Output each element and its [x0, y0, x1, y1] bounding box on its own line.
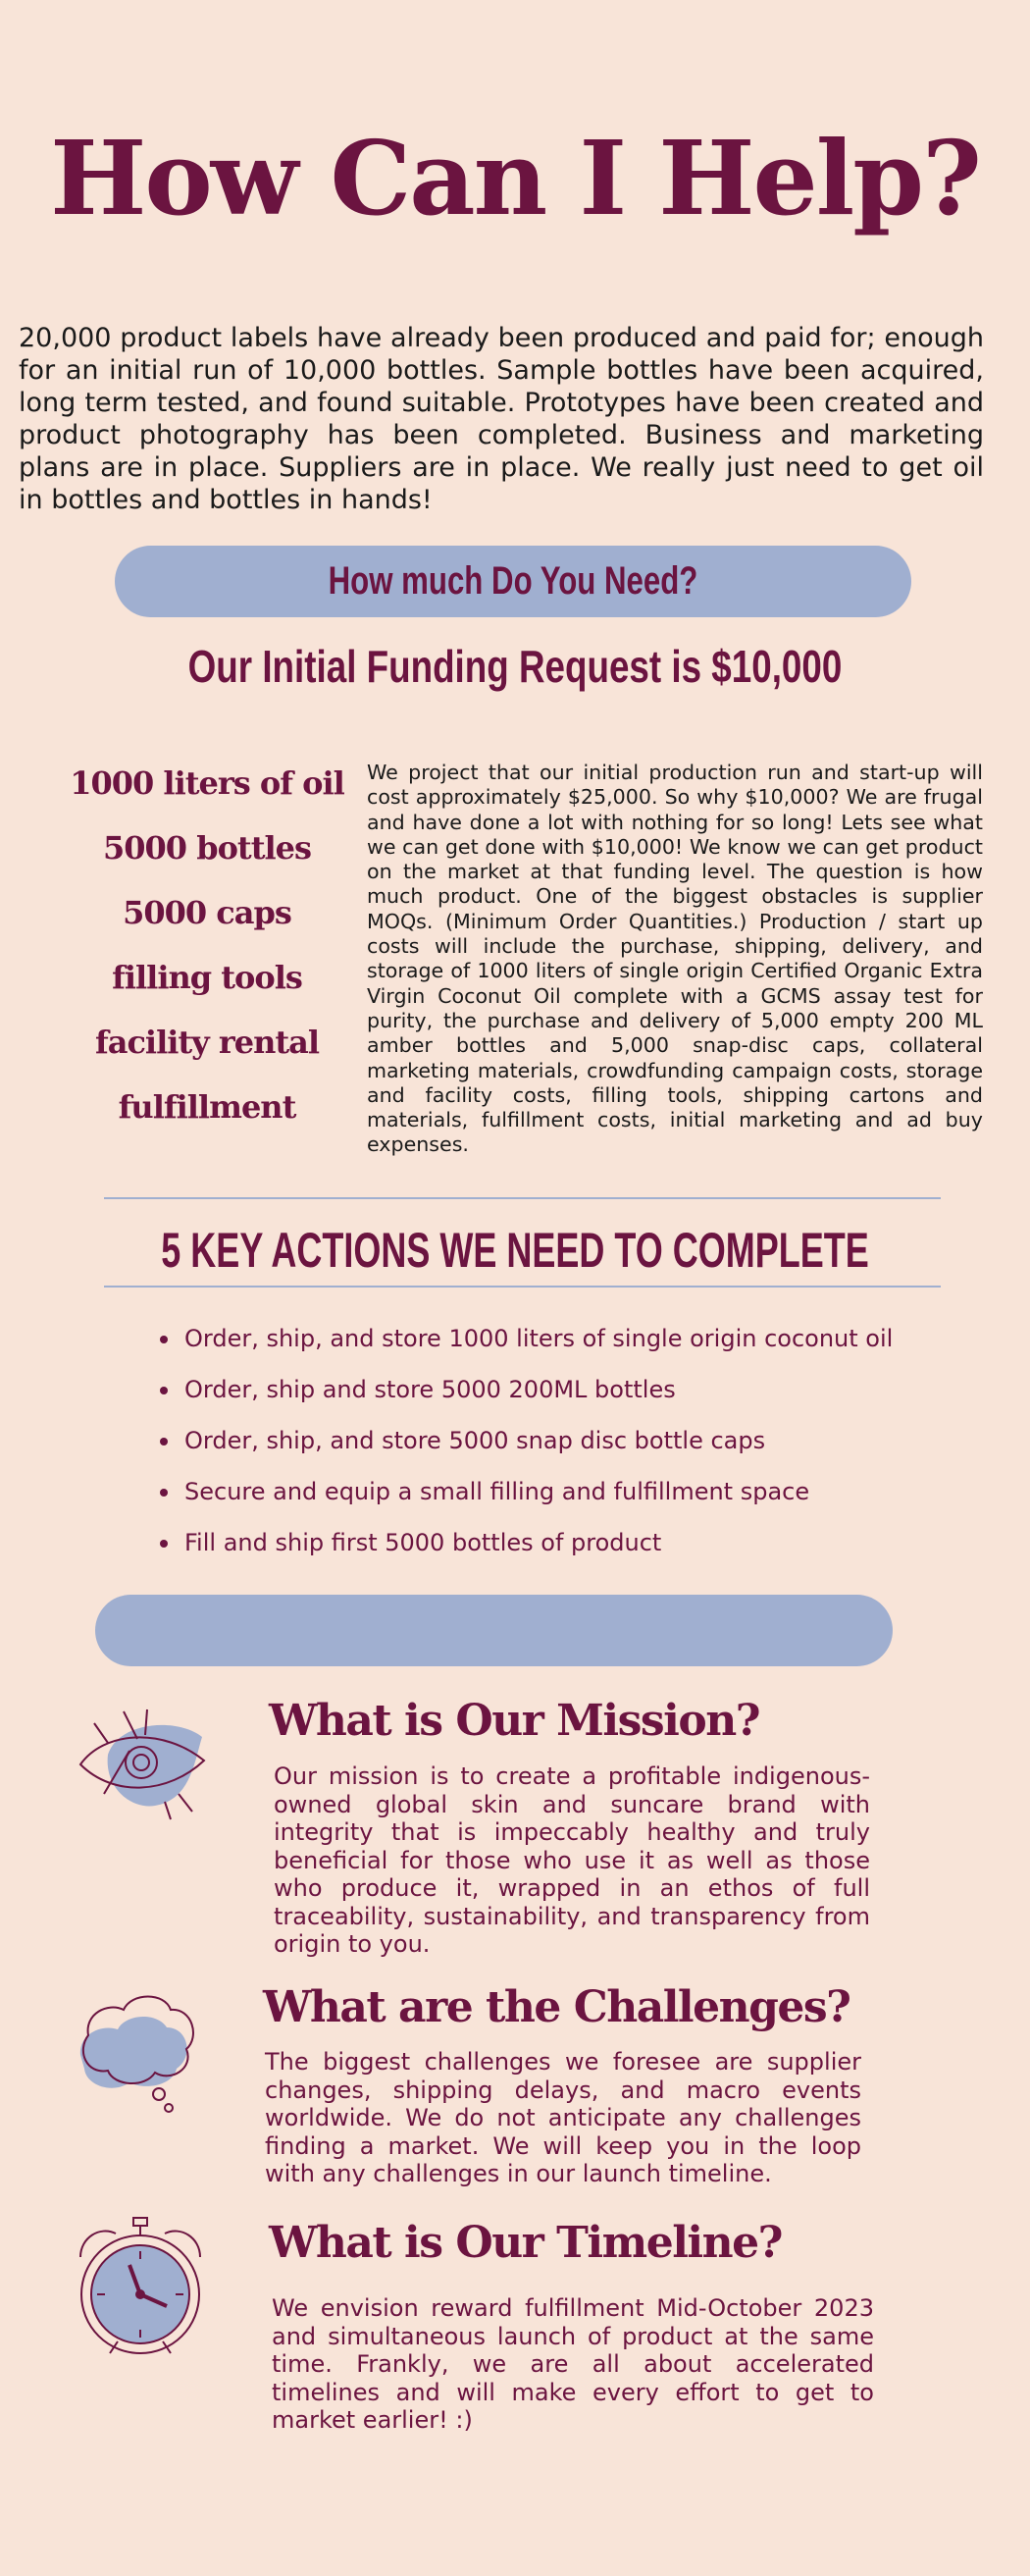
- key-actions-list: [157, 1323, 961, 1578]
- needs-list: [49, 763, 365, 1152]
- eye-icon: [75, 1704, 212, 1821]
- list-item: Order, ship, and store 5000 snap disc bottle caps: [157, 1425, 961, 1476]
- need-item: 5000 bottles: [102, 829, 311, 867]
- need-item: filling tools: [112, 959, 302, 996]
- challenges-heading: What are the Challenges?: [263, 1982, 850, 2032]
- intro-paragraph: 20,000 product labels have already been produced and paid for; enough for an initial run of 10,000 bottles. Sample bottles have been acquired, long term tested, and found suitable. Prototypes have been created and product photography has been completed. Business and marketing plans are in place. Suppliers are in place. We really just need to get oil in bottles and bottles in hands!: [19, 323, 984, 515]
- divider: [104, 1286, 941, 1288]
- need-banner-label: How much Do You Need?: [328, 559, 698, 603]
- thought-cloud-icon: [75, 1988, 202, 2116]
- divider: [104, 1197, 941, 1199]
- key-actions-heading: 5 KEY ACTIONS WE NEED TO COMPLETE: [161, 1223, 869, 1278]
- mission-heading: What is Our Mission?: [269, 1696, 759, 1746]
- need-item: fulfillment: [118, 1088, 296, 1126]
- mission-body: Our mission is to create a profitable indigenous-owned global skin and suncare brand with integrity that is impeccably healthy and truly beneficial for those who use it as well as those who produce it, wrapped in an ethos of full traceability, sustainability, and transparency from origin to you.: [274, 1762, 870, 1958]
- need-item: 1000 liters of oil: [70, 764, 344, 802]
- need-banner: [115, 546, 911, 617]
- page-title: How Can I Help?: [50, 118, 980, 238]
- decorative-banner: [95, 1595, 893, 1666]
- funding-request-heading: Our Initial Funding Request is $10,000: [187, 641, 843, 692]
- timeline-body: We envision reward fulfillment Mid-October 2023 and simultaneous launch of product at the same time. Frankly, we are all about accelerated timelines and will make every effort to get to market earlier! :): [272, 2294, 874, 2434]
- list-item: Order, ship and store 5000 200ML bottles: [157, 1374, 961, 1425]
- list-item: Order, ship, and store 1000 liters of single origin coconut oil: [157, 1323, 961, 1374]
- timeline-heading: What is Our Timeline?: [269, 2218, 782, 2268]
- challenges-body: The biggest challenges we foresee are supplier changes, shipping delays, and macro events worldwide. We do not anticipate any challenges finding a market. We will keep you in the loop with any challenges in our launch timeline.: [265, 2048, 861, 2187]
- projection-paragraph: We project that our initial production run and start-up will cost approximately $25,000. So why $10,000? We are frugal and have done a lot with nothing for so long! Lets see what we can get done with $10,000! We know we can get product on the market at that funding level. The question is how much product. One of the biggest obstacles is supplier MOQs. (Minimum Order Quantities.) Production / start up costs will include the purchase, shipping, delivery, and storage of 1000 liters of single origin Certified Organic Extra Virgin Coconut Oil complete with a GCMS assay test for purity, the purchase and delivery of 5,000 empty 200 ML amber bottles and 5,000 snap-disc caps, collateral marketing materials, crowdfunding campaign costs, storage and facility costs, filling tools, shipping cartons and materials, fulfillment costs, initial marketing and ad buy expenses.: [367, 761, 983, 1157]
- list-item: Secure and equip a small filling and fulfillment space: [157, 1476, 961, 1527]
- list-item: Fill and ship first 5000 bottles of product: [157, 1527, 961, 1578]
- need-item: facility rental: [94, 1024, 320, 1061]
- alarm-clock-icon: [75, 2212, 208, 2359]
- need-item: 5000 caps: [123, 894, 291, 931]
